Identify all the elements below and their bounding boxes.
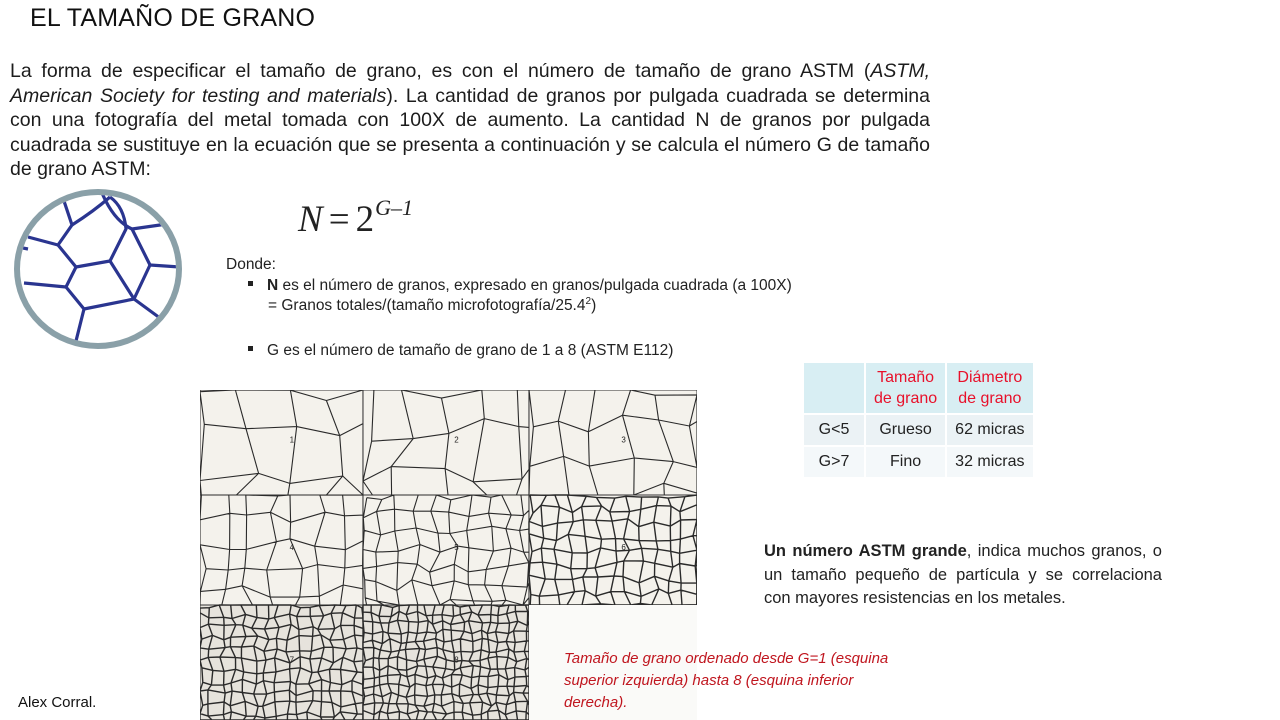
micrograph-label: 7 (289, 655, 295, 665)
micrograph-label: 5 (454, 543, 459, 552)
bullet-n (248, 275, 792, 296)
page-title: EL TAMAÑO DE GRANO (30, 4, 316, 32)
bullet-g-text: es el número de tamaño de grano de 1 a 8 (ASTM E112) (279, 342, 674, 359)
bullet-n-formula (268, 296, 596, 315)
micrograph-panel (200, 495, 363, 605)
micrograph-panel (363, 605, 529, 720)
table-header-row (804, 363, 1033, 413)
table-header-empty (804, 363, 864, 413)
donde-label: Donde: (226, 256, 276, 273)
micrograph-label: 6 (621, 543, 626, 552)
note-bold: Un número ASTM grande (764, 542, 967, 560)
micrograph-label: 8 (454, 655, 459, 665)
bullet-n-text: es el número de granos, expresado en granos/pulgada cuadrada (a 100X) (278, 277, 792, 294)
intro-italic: ASTM, American Society for testing and materials (10, 60, 930, 107)
grain-boundary-illustration (14, 189, 184, 349)
micrograph-panel (200, 390, 363, 495)
table-header-diameter: Diámetro de grano (947, 363, 1032, 413)
micrograph-label: 2 (454, 435, 459, 445)
table-header-size: Tamaño de grano (866, 363, 945, 413)
bullet-square-icon (248, 346, 253, 351)
micrograph-label: 4 (289, 543, 295, 552)
formula-lhs: N (298, 199, 323, 240)
micrograph-panel (363, 495, 529, 605)
micrograph-panel (363, 390, 529, 495)
bullet-n-var: N (267, 277, 279, 294)
astm-note (764, 540, 1162, 611)
micrograph-label: 1 (289, 435, 295, 445)
astm-formula (298, 195, 413, 241)
table-cell: G<5 (804, 415, 864, 445)
micrograph-panel (200, 605, 363, 720)
note-text: , indica muchos granos, o un tamaño pequeño de partícula y se correlaciona con mayores resistencias en los metales. (764, 542, 1162, 607)
formula-eq: = (328, 199, 350, 240)
table-row (804, 415, 1033, 445)
table-cell: G>7 (804, 447, 864, 477)
bullet-g (248, 340, 673, 361)
table-cell: Grueso (866, 415, 945, 445)
grain-size-table (802, 363, 1035, 477)
author-name: Alex Corral. (18, 694, 97, 711)
formula-exponent: G–1 (375, 195, 413, 220)
intro-paragraph (10, 59, 930, 182)
chart-caption: Tamaño de grano ordenado desde G=1 (esquina superior izquierda) hasta 8 (esquina inferior derecha). (564, 650, 889, 711)
table-cell: 32 micras (947, 447, 1032, 477)
bullet-square-icon (248, 281, 253, 286)
micrograph-panel (529, 495, 697, 605)
micrograph-panel (529, 390, 697, 495)
table-cell: Fino (866, 447, 945, 477)
bullet-n-sub-end: ) (591, 297, 597, 315)
table-row (804, 447, 1033, 477)
bullet-n-sup: 2 (585, 296, 592, 307)
bullet-n-sub: = Granos totales/(tamaño microfotografía/25.4 (268, 297, 586, 315)
formula-base: 2 (355, 199, 375, 240)
table-cell: 62 micras (947, 415, 1032, 445)
intro-text-2: ). La cantidad de granos por pulgada cuadrada se determina con una fotografía del metal tomada con 100X de aumento. La cantidad N de granos por pulgada cuadrada se sustituye en la ecuación que se presenta a continuación y se calcula el número G de tamaño de grano ASTM: (10, 84, 930, 180)
intro-text-1: La forma de especificar el tamaño de grano, es con el número de tamaño de grano ASTM ( (10, 60, 871, 82)
micrograph-label: 3 (621, 435, 626, 445)
bullet-g-var: G (267, 342, 280, 359)
